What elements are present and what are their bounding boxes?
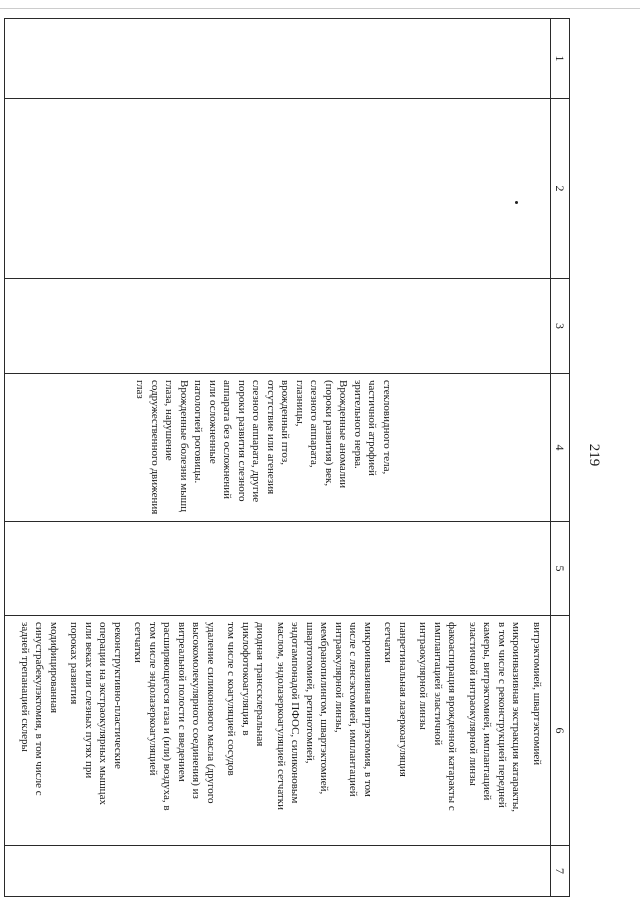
cell-col6-treatments	[5, 616, 551, 846]
col-header-4: 4	[551, 374, 570, 522]
scan-edge	[0, 0, 640, 9]
cell-col5	[5, 522, 551, 616]
column-number-row	[551, 19, 570, 897]
col-header-3: 3	[551, 279, 570, 374]
treatment-item: удаление силиконового масла (другого высокомолекулярного соединения) из витреальной полости с введением расширяющегося газа и (или) воздуха, в том числе эндолазеркоагуляцией сетчатки	[132, 622, 217, 811]
col-header-7: 7	[551, 846, 570, 897]
treatment-item: микроинвазивная экстракция катаракты, в том числе с реконструкцией передней камеры, витрэктомией, имплантацией эластичной интраокулярной линзы	[467, 622, 523, 812]
cell-col4-diagnosis	[5, 374, 551, 522]
diagnosis-text: стекловидного тела, частичной атрофией зрительного нерва. Врожденные аномалии (пороки развития) век, слезного аппарата, глазницы, врожденный птоз, отсутствие или агенезия слезного аппарата, другие пороки развития слезного аппарата без осложнений или осложненные патологией роговицы. Врожденные болезни мышц глаза, нарушение содружественного движения глаз	[134, 380, 393, 515]
page-number: 219	[586, 443, 602, 467]
cell-col7	[5, 846, 551, 897]
medical-care-table	[5, 18, 571, 897]
col-header-1: 1	[551, 19, 570, 99]
cell-col2	[5, 99, 551, 279]
treatment-item: панретинальная лазеркоагуляция сетчатки	[382, 622, 409, 777]
treatment-item: факоаспирация врожденной катаракты с имплантацией эластичной интраокулярной линзы	[417, 622, 459, 811]
treatment-item: микроинвазивная витрэктомия, в том числе с ленсэктомией, имплантацией интраокулярной линзы, мембранопилингом, швартэктомией, швартотомией, ретинотомией, эндотампонадой ПФОС, силиконовым маслом, эндолазеркоагуляцией сетчатки	[275, 622, 374, 810]
col-header-2: 2	[551, 99, 570, 279]
table-row	[5, 19, 551, 897]
cell-col3	[5, 279, 551, 374]
treatment-item: диодная транссклеральная циклофотокоагуляция, в том числе с коагуляцией сосудов	[225, 622, 267, 776]
col-header-5: 5	[551, 522, 570, 616]
treatment-item: модифицированная синустрабекулэктомия, в том числе с задней трепанацией склеры	[19, 622, 60, 796]
treatment-item: витрэктомией, швартэктомией	[531, 622, 543, 766]
col-header-6: 6	[551, 616, 570, 846]
treatment-item: реконструктивно-пластические операции на экстраокулярных мышцах или веках или слезных путях при пороках развития	[68, 622, 124, 805]
cell-col1	[5, 19, 551, 99]
